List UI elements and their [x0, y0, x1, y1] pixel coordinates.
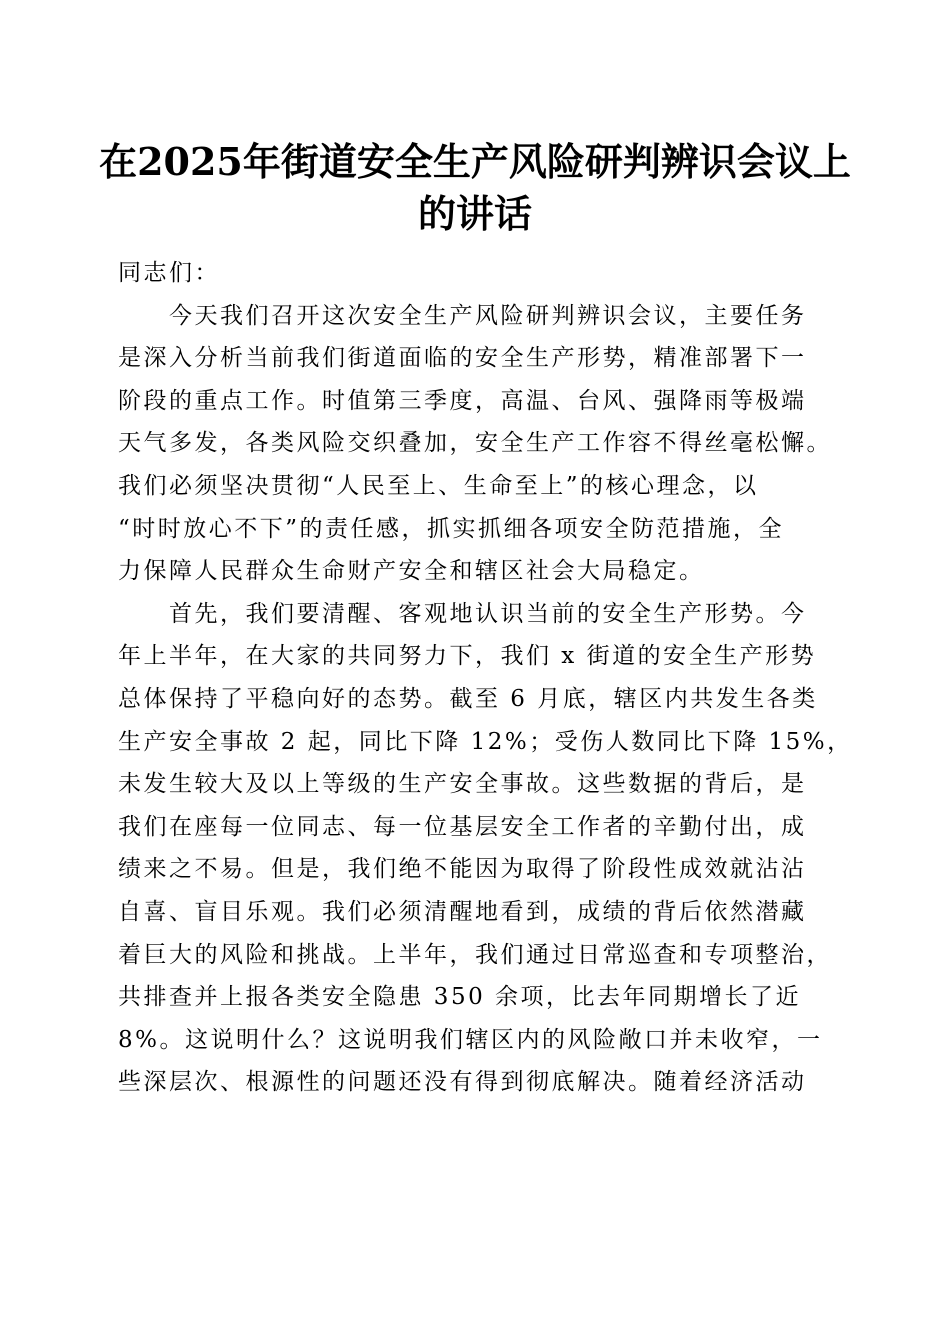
text-line: 生产安全事故 2 起，同比下降 12%；受伤人数同比下降 15%， [118, 728, 853, 755]
salutation: 同志们： [118, 260, 220, 286]
text-line: 些深层次、根源性的问题还没有得到彻底解决。随着经济活动 [118, 1069, 807, 1096]
text-line: 总体保持了平稳向好的态势。截至 6 月底，辖区内共发生各类 [118, 685, 818, 712]
text-line: 自喜、盲目乐观。我们必须清醒地看到，成绩的背后依然潜藏 [118, 898, 807, 925]
text-line: 我们必须坚决贯彻“人民至上、生命至上”的核心理念，以 [118, 472, 759, 499]
text-line: “时时放心不下”的责任感，抓实抓细各项安全防范措施，全 [118, 515, 785, 542]
text-line: 今天我们召开这次安全生产风险研判辨识会议，主要任务 [118, 302, 807, 329]
text-line: 天气多发，各类风险交织叠加，安全生产工作容不得丝毫松懈。 [118, 430, 832, 457]
title-line: 在2025年街道安全生产风险研判辨识会议上 [99, 139, 851, 184]
text-line: 共排查并上报各类安全隐患 350 余项，比去年同期增长了近 [118, 984, 802, 1011]
text-line: 年上半年，在大家的共同努力下，我们 x 街道的安全生产形势 [118, 643, 817, 670]
text-line: 绩来之不易。但是，我们绝不能因为取得了阶段性成效就沾沾 [118, 856, 807, 883]
text-line: 力保障人民群众生命财产安全和辖区社会大局稳定。 [118, 558, 705, 585]
title-line: 的讲话 [417, 191, 532, 236]
text-line: 首先，我们要清醒、客观地认识当前的安全生产形势。今 [118, 600, 807, 627]
text-line: 未发生较大及以上等级的生产安全事故。这些数据的背后，是 [118, 771, 807, 798]
document-body [118, 252, 853, 1104]
text-line: 是深入分析当前我们街道面临的安全生产形势，精准部署下一 [118, 345, 807, 372]
text-line: 阶段的重点工作。时值第三季度，高温、台风、强降雨等极端 [118, 387, 807, 414]
document-title [90, 136, 860, 240]
text-line: 我们在座每一位同志、每一位基层安全工作者的辛勤付出，成 [118, 813, 807, 840]
text-line: 8%。这说明什么？这说明我们辖区内的风险敞口并未收窄，一 [118, 1026, 823, 1053]
text-line: 着巨大的风险和挑战。上半年，我们通过日常巡查和专项整治， [118, 941, 832, 968]
